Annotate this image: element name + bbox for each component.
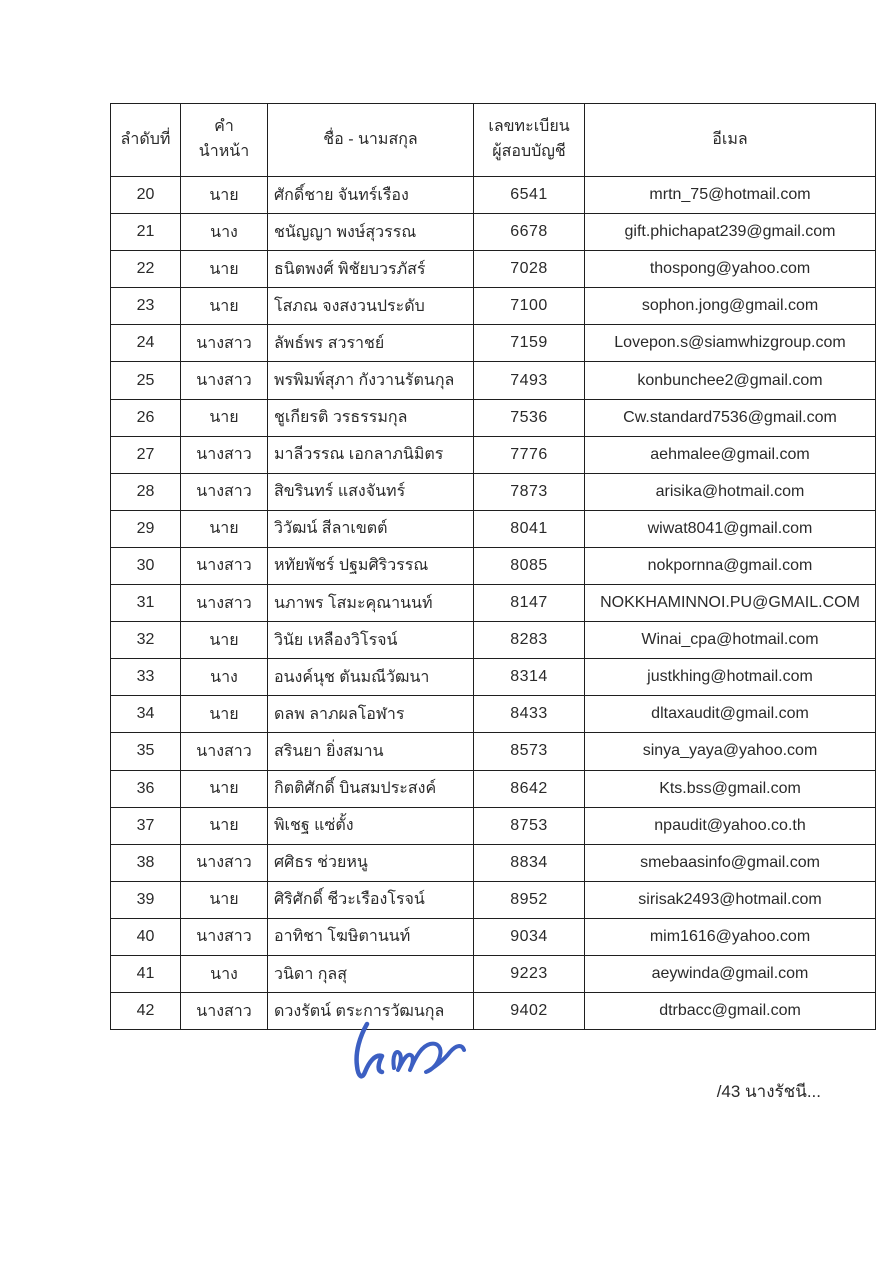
table-row [111, 362, 876, 399]
table-body [111, 177, 876, 1030]
row-number-cell: 29 [111, 510, 181, 547]
title-cell: นางสาว [181, 547, 268, 584]
name-cell: ศักดิ์ชาย จันทร์เรือง [268, 177, 474, 214]
registration-number-cell: 8085 [474, 547, 585, 584]
name-cell: ชูเกียรติ วรธรรมกุล [268, 399, 474, 436]
title-cell: นาย [181, 177, 268, 214]
title-cell: นาย [181, 770, 268, 807]
email-cell: sinya_yaya@yahoo.com [585, 733, 876, 770]
row-number-cell: 39 [111, 881, 181, 918]
column-header-name: ชื่อ - นามสกุล [268, 104, 474, 177]
registration-number-cell: 8753 [474, 807, 585, 844]
title-cell: นาย [181, 251, 268, 288]
name-cell: วิวัฒน์ สีลาเขตต์ [268, 510, 474, 547]
email-cell: konbunchee2@gmail.com [585, 362, 876, 399]
table-header-row [111, 104, 876, 177]
registration-number-cell: 9034 [474, 918, 585, 955]
title-cell: นางสาว [181, 325, 268, 362]
table-row [111, 473, 876, 510]
table-row [111, 436, 876, 473]
name-cell: อาทิชา โฆษิตานนท์ [268, 918, 474, 955]
table-row [111, 622, 876, 659]
email-cell: aeywinda@gmail.com [585, 955, 876, 992]
table-row [111, 807, 876, 844]
name-cell: วินัย เหลืองวิโรจน์ [268, 622, 474, 659]
row-number-cell: 25 [111, 362, 181, 399]
registration-number-cell: 8283 [474, 622, 585, 659]
name-cell: มาลีวรรณ เอกลาภนิมิตร [268, 436, 474, 473]
name-cell: วนิดา กุลสุ [268, 955, 474, 992]
email-cell: Kts.bss@gmail.com [585, 770, 876, 807]
email-cell: NOKKHAMINNOI.PU@GMAIL.COM [585, 585, 876, 622]
title-cell: นาย [181, 288, 268, 325]
table-row [111, 585, 876, 622]
email-cell: arisika@hotmail.com [585, 473, 876, 510]
email-cell: dltaxaudit@gmail.com [585, 696, 876, 733]
row-number-cell: 40 [111, 918, 181, 955]
email-cell: mrtn_75@hotmail.com [585, 177, 876, 214]
table-row [111, 844, 876, 881]
row-number-cell: 23 [111, 288, 181, 325]
table-row [111, 881, 876, 918]
row-number-cell: 26 [111, 399, 181, 436]
registration-number-cell: 8314 [474, 659, 585, 696]
email-cell: dtrbacc@gmail.com [585, 993, 876, 1030]
registration-number-cell: 7028 [474, 251, 585, 288]
row-number-cell: 37 [111, 807, 181, 844]
title-cell: นาง [181, 214, 268, 251]
title-cell: นางสาว [181, 436, 268, 473]
email-cell: Winai_cpa@hotmail.com [585, 622, 876, 659]
row-number-cell: 24 [111, 325, 181, 362]
table-row [111, 955, 876, 992]
email-cell: Lovepon.s@siamwhizgroup.com [585, 325, 876, 362]
title-cell: นางสาว [181, 362, 268, 399]
registration-number-cell: 8834 [474, 844, 585, 881]
row-number-cell: 31 [111, 585, 181, 622]
table-row [111, 733, 876, 770]
column-header-email: อีเมล [585, 104, 876, 177]
title-cell: นาย [181, 622, 268, 659]
registration-number-cell: 7873 [474, 473, 585, 510]
registration-number-cell: 8041 [474, 510, 585, 547]
name-cell: สิขรินทร์ แสงจันทร์ [268, 473, 474, 510]
name-cell: พรพิมพ์สุภา กังวานรัตนกุล [268, 362, 474, 399]
registration-number-cell: 8952 [474, 881, 585, 918]
table-row [111, 918, 876, 955]
row-number-cell: 22 [111, 251, 181, 288]
title-cell: นางสาว [181, 585, 268, 622]
registration-number-cell: 7776 [474, 436, 585, 473]
title-cell: นางสาว [181, 918, 268, 955]
column-header-reg: เลขทะเบียน ผู้สอบบัญชี [474, 104, 585, 177]
title-cell: นาง [181, 955, 268, 992]
registration-number-cell: 8433 [474, 696, 585, 733]
email-cell: sophon.jong@gmail.com [585, 288, 876, 325]
row-number-cell: 38 [111, 844, 181, 881]
table-row [111, 547, 876, 584]
registration-number-cell: 6541 [474, 177, 585, 214]
row-number-cell: 35 [111, 733, 181, 770]
name-cell: ศศิธร ช่วยหนู [268, 844, 474, 881]
registration-number-cell: 8147 [474, 585, 585, 622]
title-cell: นาย [181, 881, 268, 918]
title-cell: นาย [181, 510, 268, 547]
email-cell: wiwat8041@gmail.com [585, 510, 876, 547]
registration-number-cell: 6678 [474, 214, 585, 251]
email-cell: gift.phichapat239@gmail.com [585, 214, 876, 251]
row-number-cell: 21 [111, 214, 181, 251]
column-header-no: ลำดับที่ [111, 104, 181, 177]
name-cell: ลัพธ์พร สวราชย์ [268, 325, 474, 362]
auditor-roster-table [110, 103, 876, 1030]
column-header-title: คำ นำหน้า [181, 104, 268, 177]
row-number-cell: 20 [111, 177, 181, 214]
email-cell: aehmalee@gmail.com [585, 436, 876, 473]
table-row [111, 325, 876, 362]
title-cell: นาย [181, 399, 268, 436]
name-cell: ศิริศักดิ์ ชีวะเรืองโรจน์ [268, 881, 474, 918]
email-cell: sirisak2493@hotmail.com [585, 881, 876, 918]
name-cell: นภาพร โสมะคุณานนท์ [268, 585, 474, 622]
registration-number-cell: 8642 [474, 770, 585, 807]
registration-number-cell: 7100 [474, 288, 585, 325]
email-cell: mim1616@yahoo.com [585, 918, 876, 955]
table-row [111, 251, 876, 288]
name-cell: โสภณ จงสงวนประดับ [268, 288, 474, 325]
table-row [111, 659, 876, 696]
row-number-cell: 33 [111, 659, 181, 696]
row-number-cell: 42 [111, 993, 181, 1030]
table-row [111, 510, 876, 547]
table-row [111, 177, 876, 214]
row-number-cell: 30 [111, 547, 181, 584]
row-number-cell: 28 [111, 473, 181, 510]
title-cell: นางสาว [181, 993, 268, 1030]
email-cell: justkhing@hotmail.com [585, 659, 876, 696]
table-row [111, 288, 876, 325]
name-cell: อนงค์นุช ตันมณีวัฒนา [268, 659, 474, 696]
table-row [111, 770, 876, 807]
row-number-cell: 36 [111, 770, 181, 807]
handwritten-signature [342, 1018, 487, 1103]
name-cell: สรินยา ยิ่งสมาน [268, 733, 474, 770]
registration-number-cell: 9223 [474, 955, 585, 992]
title-cell: นางสาว [181, 844, 268, 881]
name-cell: พิเชฐ แซ่ตั้ง [268, 807, 474, 844]
title-cell: นางสาว [181, 473, 268, 510]
registration-number-cell: 9402 [474, 993, 585, 1030]
name-cell: ดวงรัตน์ ตระการวัฒนกุล [268, 993, 474, 1030]
email-cell: nokpornna@gmail.com [585, 547, 876, 584]
table-row [111, 993, 876, 1030]
title-cell: นาย [181, 807, 268, 844]
row-number-cell: 27 [111, 436, 181, 473]
registration-number-cell: 7536 [474, 399, 585, 436]
signature-strokes [357, 1024, 464, 1076]
name-cell: ดลพ ลาภผลโอฬาร [268, 696, 474, 733]
email-cell: smebaasinfo@gmail.com [585, 844, 876, 881]
registration-number-cell: 7493 [474, 362, 585, 399]
title-cell: นางสาว [181, 733, 268, 770]
table-row [111, 696, 876, 733]
name-cell: หทัยพัชร์ ปฐมศิริวรรณ [268, 547, 474, 584]
title-cell: นาง [181, 659, 268, 696]
row-number-cell: 41 [111, 955, 181, 992]
name-cell: ธนิตพงศ์ พิชัยบวรภัสร์ [268, 251, 474, 288]
name-cell: ชนัญญา พงษ์สุวรรณ [268, 214, 474, 251]
email-cell: Cw.standard7536@gmail.com [585, 399, 876, 436]
table-row [111, 399, 876, 436]
page-continuation-note: /43 นางรัชนี... [716, 1082, 821, 1101]
registration-number-cell: 7159 [474, 325, 585, 362]
title-cell: นาย [181, 696, 268, 733]
email-cell: thospong@yahoo.com [585, 251, 876, 288]
email-cell: npaudit@yahoo.co.th [585, 807, 876, 844]
table-row [111, 214, 876, 251]
name-cell: กิตติศักดิ์ บินสมประสงค์ [268, 770, 474, 807]
registration-number-cell: 8573 [474, 733, 585, 770]
row-number-cell: 34 [111, 696, 181, 733]
row-number-cell: 32 [111, 622, 181, 659]
